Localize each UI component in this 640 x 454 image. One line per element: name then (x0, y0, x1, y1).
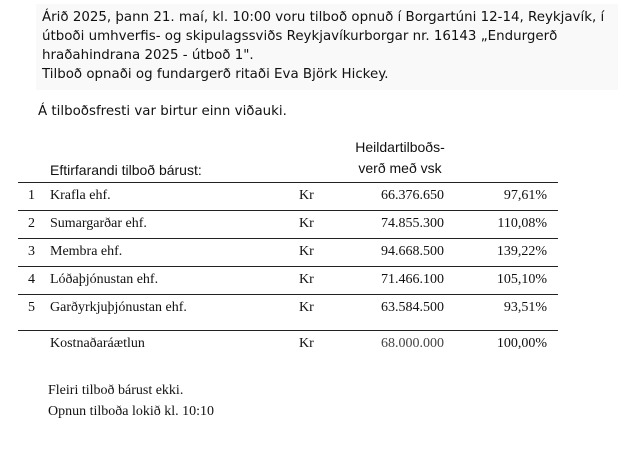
row-number: 2 (28, 216, 35, 231)
bidder-name: Sumargarðar ehf. (50, 216, 147, 231)
bidder-name: Lóðaþjónustan ehf. (50, 272, 159, 287)
total-price-header (320, 137, 480, 179)
bid-percent: 110,08% (497, 216, 547, 231)
bid-amount: 74.855.300 (381, 216, 444, 231)
bid-percent: 139,22% (496, 244, 547, 259)
closing-line: Opnun tilboða lokið kl. 10:10 (48, 404, 215, 419)
total-price-header-line: Heildartilboðs- (355, 139, 445, 155)
table-caption: Eftirfarandi tilboð bárust: (50, 162, 202, 178)
estimate-amount: 68.000.000 (381, 336, 444, 351)
table-row (18, 210, 558, 233)
estimate-percent: 100,00% (496, 336, 547, 351)
currency: Kr (299, 216, 314, 231)
bidder-name: Krafla ehf. (50, 188, 111, 203)
row-number: 5 (28, 300, 35, 315)
estimate-label: Kostnaðaráætlun (50, 336, 145, 351)
intro-paragraph (36, 4, 618, 90)
table-row (18, 266, 558, 289)
bid-percent: 93,51% (503, 300, 547, 315)
bid-amount: 63.584.500 (381, 300, 444, 315)
addendum-notice: Á tilboðsfresti var birtur einn viðauki. (38, 104, 287, 119)
currency: Kr (299, 336, 314, 351)
intro-line: hraðahindrana 2025 - útboð 1". (42, 48, 254, 63)
bid-percent: 105,10% (496, 272, 547, 287)
intro-line: Árið 2025, þann 21. maí, kl. 10:00 voru tilboð opnuð í Borgartúni 12-14, Reykjavík, í (42, 10, 605, 25)
table-row (18, 294, 558, 317)
bid-percent: 97,61% (503, 188, 547, 203)
currency: Kr (299, 272, 314, 287)
closing-notes (48, 380, 214, 422)
row-number: 1 (28, 188, 35, 203)
bidder-name: Garðyrkjuþjónustan ehf. (50, 300, 187, 315)
closing-line: Fleiri tilboð bárust ekki. (48, 383, 184, 398)
row-number: 4 (28, 272, 35, 287)
bidder-name: Membra ehf. (50, 244, 123, 259)
total-price-header-line: verð með vsk (358, 160, 442, 176)
currency: Kr (299, 300, 314, 315)
bid-amount: 94.668.500 (381, 244, 444, 259)
bid-amount: 71.466.100 (381, 272, 444, 287)
bid-amount: 66.376.650 (381, 188, 444, 203)
intro-line: útboði umhverfis- og skipulagssviðs Reykjavíkurborgar nr. 16143 „Endurgerð (42, 29, 558, 44)
intro-line: Tilboð opnaði og fundargerð ritaði Eva Björk Hickey. (42, 67, 389, 82)
currency: Kr (299, 244, 314, 259)
row-number: 3 (28, 244, 35, 259)
table-row (18, 238, 558, 261)
cost-estimate-row (18, 330, 558, 353)
table-row (18, 182, 558, 205)
currency: Kr (299, 188, 314, 203)
